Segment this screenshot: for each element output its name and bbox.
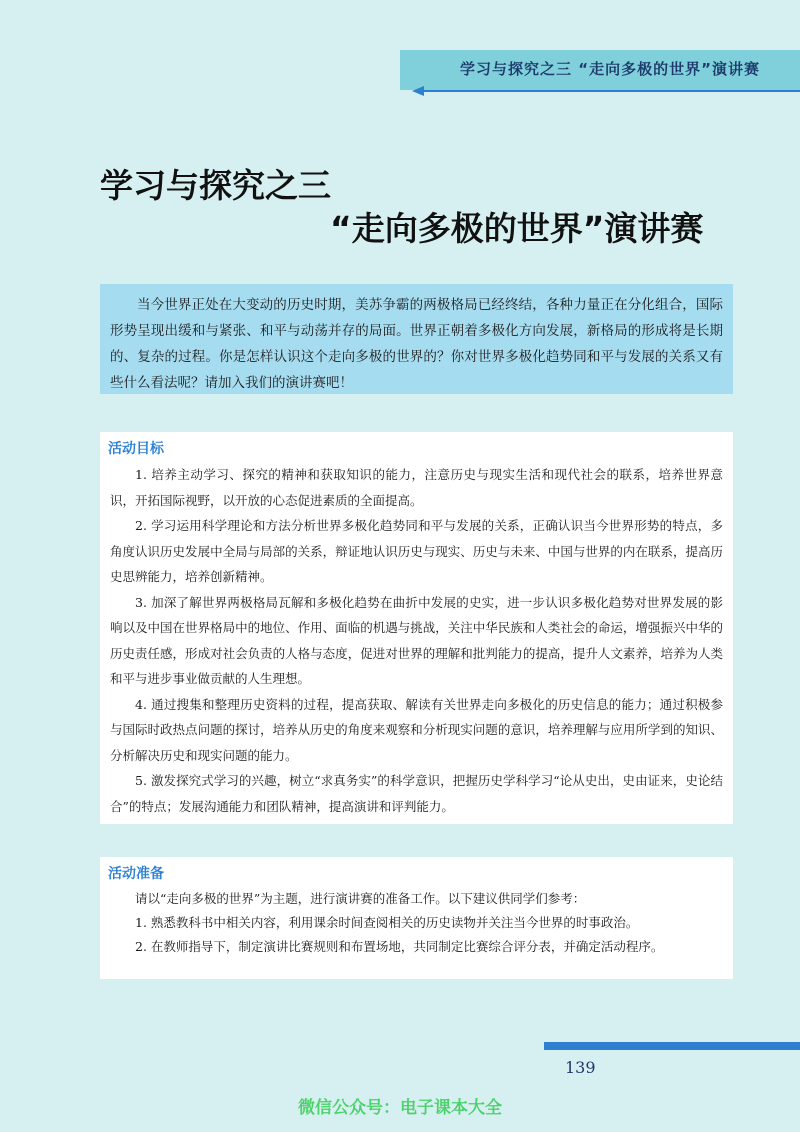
goal-item: 1. 培养主动学习、探究的精神和获取知识的能力，注意历史与现实生活和现代社会的联系，培养世界意识，开拓国际视野，以开放的心态促进素质的全面提高。 xyxy=(110,467,723,508)
prep-heading: 活动准备 xyxy=(108,866,164,882)
goals-section xyxy=(100,432,733,824)
intro-box xyxy=(100,284,733,394)
goal-item: 2. 学习运用科学理论和方法分析世界多极化趋势同和平与发展的关系，正确认识当今世界形势的特点，多角度认识历史发展中全局与局部的关系，辩证地认识历史与现实、历史与未来、中国与世界的内在联系，提高历史思辨能力，培养创新精神。 xyxy=(110,518,723,584)
goals-heading: 活动目标 xyxy=(108,441,164,457)
prep-item: 1. 熟悉教科书中相关内容，利用课余时间查阅相关的历史读物并关注当今世界的时事政治。 xyxy=(135,915,639,930)
prep-item: 2. 在教师指导下，制定演讲比赛规则和布置场地，共同制定比赛综合评分表，并确定活动程序。 xyxy=(135,939,664,954)
prep-section xyxy=(100,857,733,979)
page-title-line1: 学习与探究之三 xyxy=(100,166,331,205)
goal-item: 5. 激发探究式学习的兴趣，树立“求真务实”的科学意识，把握历史学科学习“论从史出，史由证来，史论结合”的特点；发展沟通能力和团队精神，提高演讲和评判能力。 xyxy=(110,773,723,814)
prep-item: 请以“走向多极的世界”为主题，进行演讲赛的准备工作。以下建议供同学们参考： xyxy=(135,891,586,906)
header-rule xyxy=(420,90,800,92)
footer-bar xyxy=(544,1042,800,1050)
page-number: 139 xyxy=(565,1058,596,1077)
intro-paragraph: 当今世界正处在大变动的历史时期，美苏争霸的两极格局已经终结，各种力量正在分化组合，国际形势呈现出缓和与紧张、和平与动荡并存的局面。世界正朝着多极化方向发展，新格局的形成将是长期的、复杂的过程。你是怎样认识这个走向多极的世界的？你对世界多极化趋势同和平与发展的关系又有些什么看法呢？请加入我们的演讲赛吧！ xyxy=(110,297,723,391)
goal-item: 3. 加深了解世界两极格局瓦解和多极化趋势在曲折中发展的史实，进一步认识多极化趋势对世界发展的影响以及中国在世界格局中的地位、作用、面临的机遇与挑战，关注中华民族和人类社会的命运，增强振兴中华的历史责任感，形成对社会负责的人格与态度，促进对世界的理解和批判能力的提高，提升人文素养，培养为人类和平与进步事业做贡献的人生理想。 xyxy=(110,594,723,686)
running-header: 学习与探究之三 “走向多极的世界”演讲赛 xyxy=(460,60,760,78)
page-title-line2: “走向多极的世界”演讲赛 xyxy=(330,209,704,248)
arrow-left-icon xyxy=(412,86,424,96)
watermark: 微信公众号：电子课本大全 xyxy=(298,1098,502,1118)
goal-item: 4. 通过搜集和整理历史资料的过程，提高获取、解读有关世界走向多极化的历史信息的能力；通过积极参与国际时政热点问题的探讨，培养从历史的角度来观察和分析现实问题的意识，培养理解与应用所学到的知识、分析解决历史和现实问题的能力。 xyxy=(110,696,723,763)
